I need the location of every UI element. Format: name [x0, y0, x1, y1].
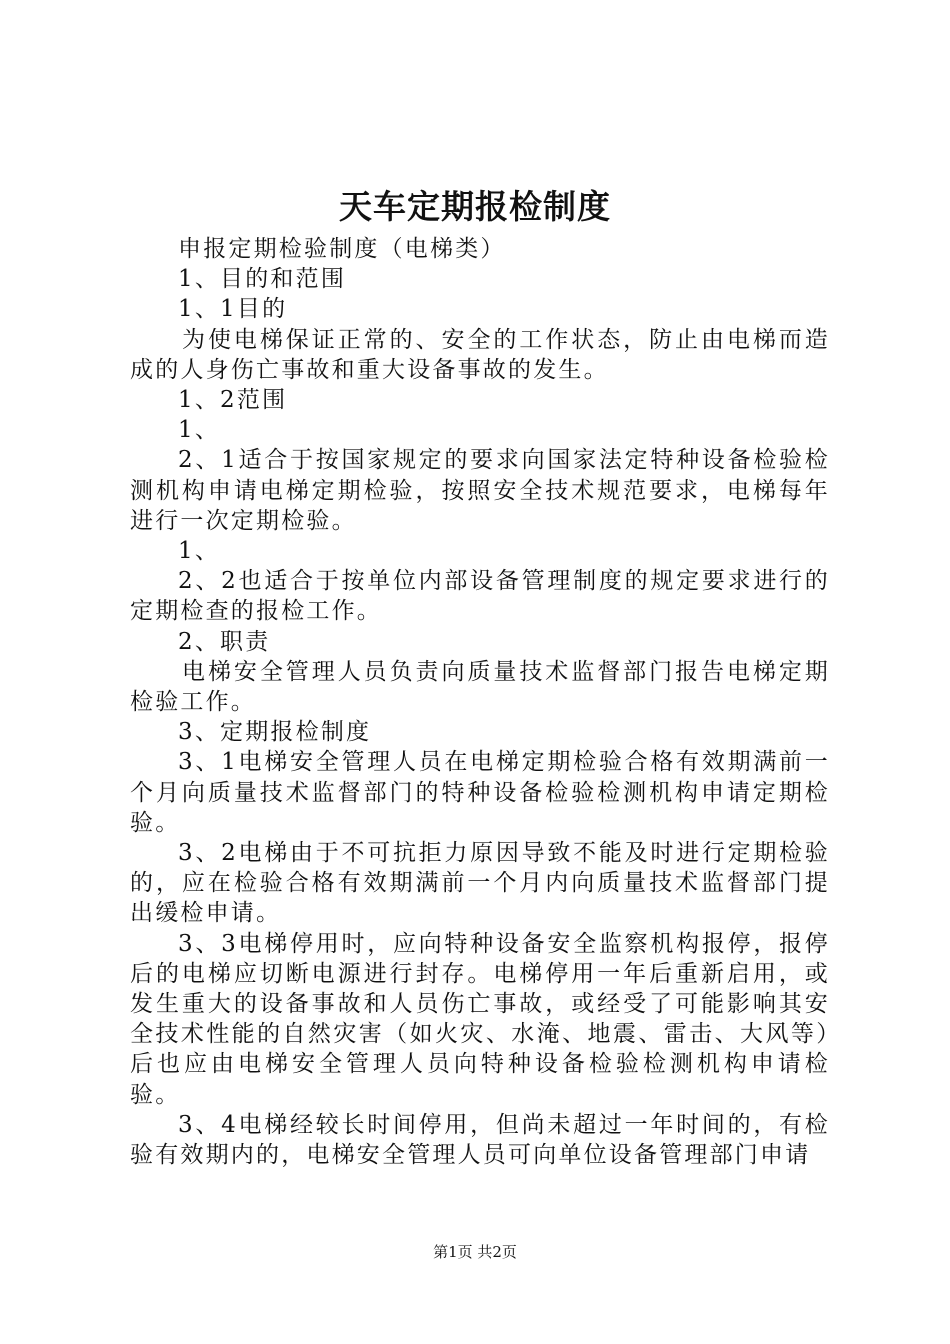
paragraph: 3、2电梯由于不可抗拒力原因导致不能及时进行定期检验的，应在检验合格有效期满前一个月内向质量技术监督部门提出缓检申请。 [130, 840, 830, 927]
page-footer: 第1页 共2页 [433, 1243, 517, 1261]
paragraph: 1、2范围 [178, 387, 288, 414]
paragraph: 申报定期检验制度（电梯类） [178, 236, 506, 262]
paragraph: 1、 [178, 417, 221, 444]
paragraph: 电梯安全管理人员负责向质量技术监督部门报告电梯定期检验工作。 [130, 658, 830, 716]
paragraph: 1、 [178, 538, 221, 565]
paragraph: 3、3电梯停用时，应向特种设备安全监察机构报停，报停后的电梯应切断电源进行封存。电梯停用一年后重新启用，或发生重大的设备事故和人员伤亡事故，或经受了可能影响其安全技术性能的自然灾害（如火灾、水淹、地震、雷击、大风等）后也应由电梯安全管理人员向特种设备检验检测机构申请检验。 [130, 930, 830, 1108]
document-body [130, 234, 830, 1170]
paragraph: 2、2也适合于按单位内部设备管理制度的规定要求进行的定期检查的报检工作。 [130, 568, 830, 625]
paragraph: 1、目的和范围 [178, 266, 347, 293]
paragraph: 2、1适合于按国家规定的要求向国家法定特种设备检验检测机构申请电梯定期检验，按照安全技术规范要求，电梯每年进行一次定期检验。 [130, 447, 830, 534]
paragraph: 为使电梯保证正常的、安全的工作状态，防止由电梯而造成的人身伤亡事故和重大设备事故的发生。 [130, 326, 830, 383]
paragraph: 1、1目的 [178, 296, 288, 323]
paragraph: 2、职责 [178, 628, 271, 655]
document-title: 天车定期报检制度 [339, 187, 611, 226]
paragraph: 3、定期报检制度 [178, 719, 372, 746]
paragraph: 3、1电梯安全管理人员在电梯定期检验合格有效期满前一个月向质量技术监督部门的特种设备检验检测机构申请定期检验。 [130, 749, 830, 836]
paragraph: 3、4电梯经较长时间停用，但尚未超过一年时间的，有检验有效期内的，电梯安全管理人员可向单位设备管理部门申请 [130, 1111, 830, 1169]
